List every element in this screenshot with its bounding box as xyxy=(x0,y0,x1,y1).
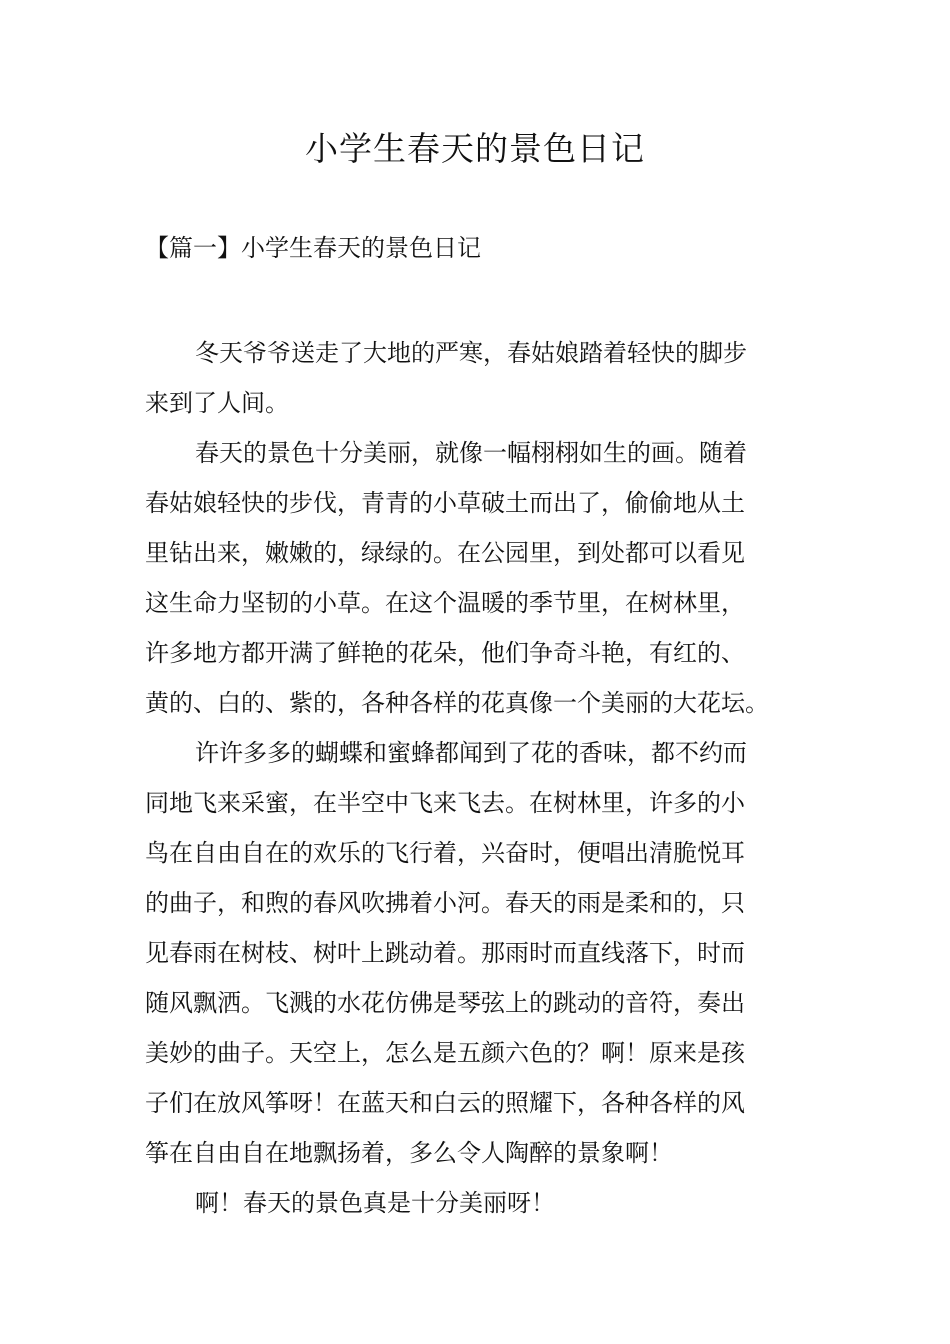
text-line: 同地飞来采蜜，在半空中飞来飞去。在树林里，许多的小 xyxy=(145,789,745,817)
section-heading: 【篇一】小学生春天的景色日记 xyxy=(145,234,481,262)
text-line: 随风飘洒。飞溅的水花仿佛是琴弦上的跳动的音符，奏出 xyxy=(145,989,745,1017)
body-text xyxy=(145,328,807,1228)
text-line: 子们在放风筝呀！在蓝天和白云的照耀下，各种各样的风 xyxy=(145,1089,745,1117)
paragraph-4 xyxy=(145,1178,807,1228)
text-line: 啊！春天的景色真是十分美丽呀！ xyxy=(195,1189,555,1217)
document-title: 小学生春天的景色日记 xyxy=(305,129,645,168)
text-line: 春姑娘轻快的步伐，青青的小草破土而出了，偷偷地从土 xyxy=(145,489,745,517)
text-line: 黄的、白的、紫的，各种各样的花真像一个美丽的大花坛。 xyxy=(145,689,769,717)
text-line: 来到了人间。 xyxy=(145,389,289,417)
text-line: 冬天爷爷送走了大地的严寒，春姑娘踏着轻快的脚步 xyxy=(195,339,747,367)
text-line: 许多地方都开满了鲜艳的花朵，他们争奇斗艳，有红的、 xyxy=(145,639,745,667)
paragraph-3 xyxy=(145,728,807,1178)
text-line: 许许多多的蝴蝶和蜜蜂都闻到了花的香味，都不约而 xyxy=(195,739,747,767)
text-line: 的曲子，和煦的春风吹拂着小河。春天的雨是柔和的，只 xyxy=(145,889,745,917)
text-line: 春天的景色十分美丽，就像一幅栩栩如生的画。随着 xyxy=(195,439,747,467)
text-line: 里钻出来，嫩嫩的，绿绿的。在公园里，到处都可以看见 xyxy=(145,539,745,567)
text-line: 这生命力坚韧的小草。在这个温暖的季节里，在树林里， xyxy=(145,589,745,617)
text-line: 筝在自由自在地飘扬着，多么令人陶醉的景象啊！ xyxy=(145,1139,673,1167)
text-line: 美妙的曲子。天空上，怎么是五颜六色的？啊！原来是孩 xyxy=(145,1039,745,1067)
text-line: 见春雨在树枝、树叶上跳动着。那雨时而直线落下，时而 xyxy=(145,939,745,967)
paragraph-2 xyxy=(145,428,807,728)
paragraph-1 xyxy=(145,328,807,428)
text-line: 鸟在自由自在的欢乐的飞行着，兴奋时，便唱出清脆悦耳 xyxy=(145,839,745,867)
